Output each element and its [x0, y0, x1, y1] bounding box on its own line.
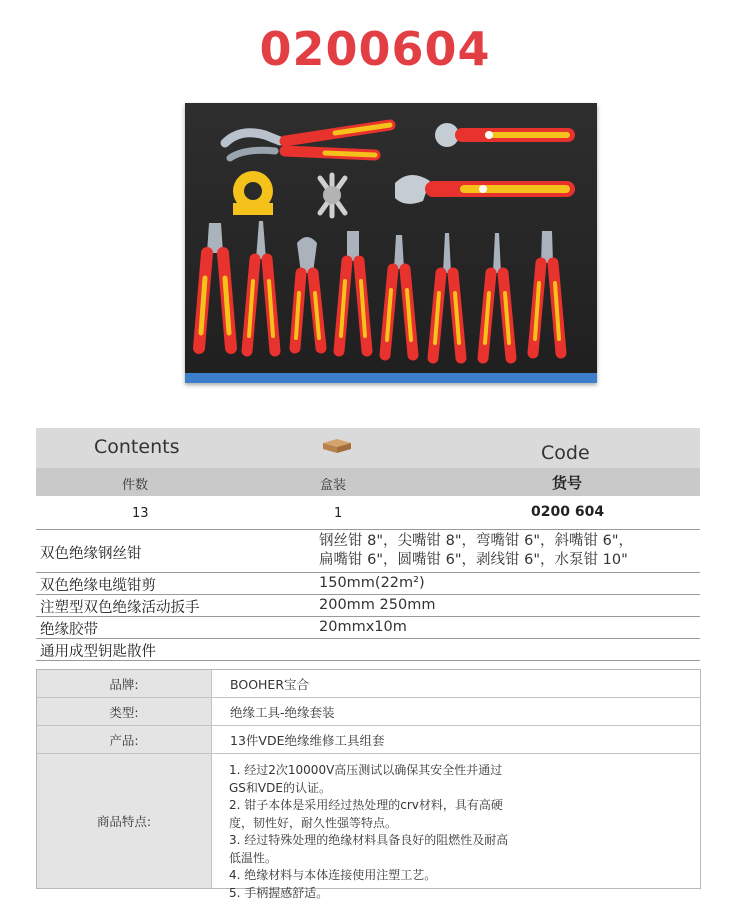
product-photo: [185, 103, 597, 383]
list-item: [36, 531, 700, 573]
product-label: 产品:: [37, 726, 211, 753]
item-name: 双色绝缘钢丝钳: [40, 546, 142, 562]
code-heading: Code: [541, 442, 590, 464]
contents-heading: Contents: [94, 436, 180, 458]
tool-tray-illustration: [185, 103, 597, 383]
item-name: 注塑型双色绝缘活动扳手: [40, 600, 200, 616]
list-item: [36, 595, 700, 617]
code-value: 0200 604: [531, 504, 605, 520]
item-spec: 20mmx10m: [319, 619, 407, 635]
contents-subheader-row: [36, 468, 700, 496]
qty-label: 件数: [122, 478, 149, 493]
feature-item: 5. 手柄握感舒适。: [229, 885, 329, 900]
box-label: 盒装: [320, 478, 347, 493]
type-label: 类型:: [37, 698, 211, 725]
item-spec: 钢丝钳 8"，尖嘴钳 8"，弯嘴钳 6"，斜嘴钳 6"，: [319, 533, 634, 549]
info-row-features: [37, 754, 700, 900]
product-code-title: 0200604: [259, 22, 491, 76]
product-value: 13件VDE绝缘维修工具组套: [211, 726, 700, 753]
item-name: 双色绝缘电缆钳剪: [40, 578, 156, 594]
feature-item: 4. 绝缘材料与本体连接使用注塑工艺。: [229, 868, 437, 882]
list-item: [36, 639, 700, 661]
brand-label: 品牌:: [37, 670, 211, 697]
item-name: 通用成型钥匙散件: [40, 644, 156, 660]
info-row-product: [37, 726, 700, 754]
contents-header-row: [36, 428, 700, 468]
item-name: 绝缘胶带: [40, 622, 98, 638]
feature-item: 1. 经过2次10000V高压测试以确保其安全性并通过GS和VDE的认证。: [229, 763, 503, 795]
item-spec-line2: 扁嘴钳 6"，圆嘴钳 6"，剥线钳 6"，水泵钳 10": [319, 552, 628, 568]
list-item: [36, 573, 700, 595]
code-label: 货号: [552, 474, 583, 492]
features-label: 商品特点:: [37, 754, 211, 888]
qty-value: 13: [132, 506, 149, 521]
contents-values-row: [36, 496, 700, 530]
box-icon: [321, 438, 353, 458]
feature-item: 2. 钳子本体是采用经过热处理的crv材料，具有高硬度，韧性好，耐久性强等特点。: [229, 798, 503, 830]
box-value: 1: [334, 506, 343, 521]
type-value: 绝缘工具-绝缘套装: [211, 698, 700, 725]
item-spec: 200mm 250mm: [319, 597, 436, 613]
item-spec: 150mm(22m²): [319, 575, 425, 591]
info-row-brand: [37, 670, 700, 698]
features-list: [229, 762, 509, 902]
info-row-type: [37, 698, 700, 726]
feature-item: 3. 经过特殊处理的绝缘材料具备良好的阻燃性及耐高低温性。: [229, 833, 509, 865]
brand-value: BOOHER宝合: [211, 670, 700, 697]
list-item: [36, 617, 700, 639]
product-info-table: [36, 669, 701, 900]
insulation-tape: [233, 171, 273, 215]
